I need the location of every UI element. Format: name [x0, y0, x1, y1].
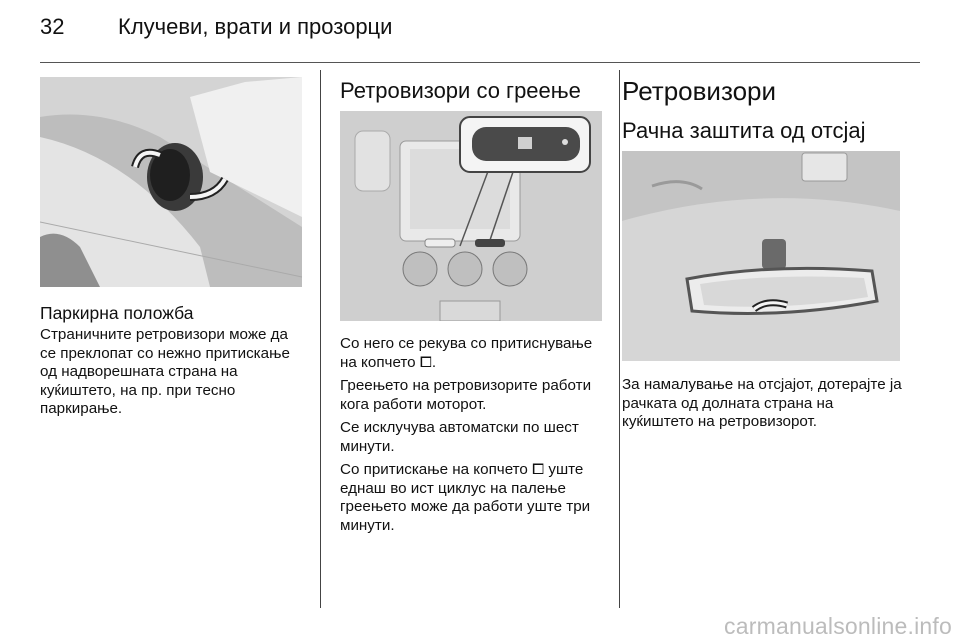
heated-mirrors-text-1 — [340, 335, 606, 372]
section-heading-anti-glare: Рачна заштита од отсјај — [622, 118, 866, 143]
heated-mirrors-text-3: Се исклучува автоматски по шест минути. — [340, 419, 579, 455]
rear-view-mirror-illustration — [622, 151, 900, 361]
parking-position-text: Страничните ретровизори може да се преклопат со нежно притискање од надворешната страна на куќиштето, на пр. при тесно паркирање. — [40, 326, 290, 417]
watermark: carmanualsonline.info — [724, 613, 952, 639]
header-divider — [40, 62, 920, 63]
heated-mirror-icon: ⧠ — [532, 461, 545, 478]
heated-mirrors-text-2: Греењето на ретровизорите работи кога работи моторот. — [340, 377, 592, 413]
page-number: 32 — [40, 14, 65, 39]
section-heading-mirrors: Ретровизори — [622, 76, 777, 106]
chapter-title: Клучеви, врати и прозорци — [118, 14, 393, 39]
dashboard-button-illustration — [340, 111, 602, 321]
section-heading-parking-position: Паркирна положба — [40, 303, 194, 323]
heated-mirror-icon: ⧠ — [419, 353, 432, 371]
anti-glare-text: За намалување на отсјајот, дотерајте ја рачката од долната страна на куќиштето на ретровизорот. — [622, 376, 902, 430]
column-divider — [619, 70, 620, 608]
column-divider — [320, 70, 321, 608]
text-fragment: Со притискање на копчето — [340, 461, 533, 478]
folding-mirror-illustration — [40, 77, 302, 287]
page-header — [40, 14, 920, 48]
text-fragment: . — [431, 353, 437, 371]
text-fragment: уште еднаш во ист циклус на палење греењето може да работи уште три минути. — [340, 461, 591, 534]
text-fragment: Со него се рекува со притиснување на копчето — [340, 335, 593, 371]
section-heading-heated-mirrors: Ретровизори со греење — [340, 78, 581, 103]
heated-mirrors-text-4 — [340, 461, 606, 535]
